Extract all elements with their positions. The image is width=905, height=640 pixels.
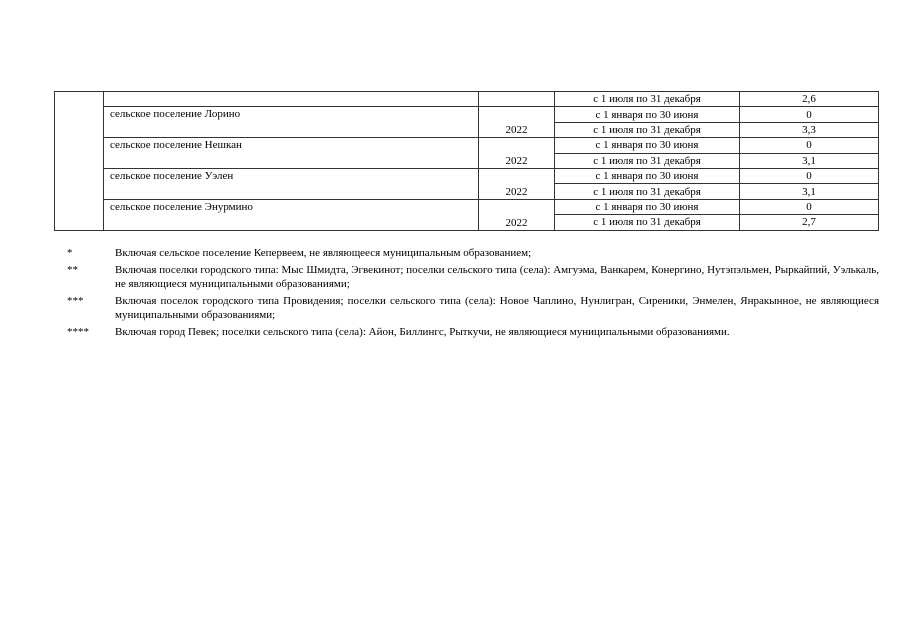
year-cell: 2022 (479, 199, 555, 230)
year-cell: 2022 (479, 138, 555, 169)
footnote (67, 246, 879, 260)
footnote (67, 325, 879, 339)
period-cell: с 1 января по 30 июня (555, 168, 740, 183)
tariff-table (54, 91, 879, 231)
value-cell: 2,6 (740, 92, 879, 107)
settlement-name-cell: сельское поселение Энурмино (104, 199, 479, 230)
district-cell (55, 92, 104, 231)
value-cell: 3,1 (740, 184, 879, 199)
year-cell-empty (479, 92, 555, 107)
table-row (55, 107, 879, 122)
period-cell: с 1 января по 30 июня (555, 199, 740, 214)
period-cell: с 1 января по 30 июня (555, 138, 740, 153)
period-cell: с 1 июля по 31 декабря (555, 215, 740, 230)
value-cell: 0 (740, 107, 879, 122)
footnote-mark: * (67, 247, 73, 259)
footnote-text: Включая сельское поселение Кепервеем, не являющееся муниципальным образованием; (115, 247, 532, 259)
settlement-name-cell: сельское поселение Уэлен (104, 168, 479, 199)
settlement-name-cell-empty (104, 92, 479, 107)
value-cell: 0 (740, 199, 879, 214)
table-row (55, 138, 879, 153)
footnote-mark: *** (67, 295, 84, 307)
year-cell: 2022 (479, 107, 555, 138)
value-cell: 0 (740, 138, 879, 153)
footnote-text: Включая город Певек; поселки сельского типа (села): Айон, Биллингс, Рыткучи, не являющиеся муниципальными образованиями. (115, 326, 730, 338)
table-row (55, 168, 879, 183)
footnotes (67, 246, 879, 342)
table-row (55, 92, 879, 107)
value-cell: 2,7 (740, 215, 879, 230)
period-cell: с 1 июля по 31 декабря (555, 153, 740, 168)
footnote-mark: ** (67, 264, 78, 276)
footnote (67, 294, 879, 322)
period-cell: с 1 июля по 31 декабря (555, 92, 740, 107)
year-cell: 2022 (479, 168, 555, 199)
settlement-name-cell: сельское поселение Лорино (104, 107, 479, 138)
footnote-mark: **** (67, 326, 89, 338)
period-cell: с 1 июля по 31 декабря (555, 184, 740, 199)
footnote (67, 263, 879, 291)
footnote-text: Включая поселки городского типа: Мыс Шмидта, Эгвекинот; поселки сельского типа (села): Амгуэма, Ванкарем, Конергино, Нутэпэльмен, Рыркайпий, Уэлькаль, не являющиеся муниципальными образованиями; (115, 264, 879, 290)
table-row (55, 199, 879, 214)
settlement-name-cell: сельское поселение Нешкан (104, 138, 479, 169)
period-cell: с 1 июля по 31 декабря (555, 122, 740, 137)
value-cell: 3,1 (740, 153, 879, 168)
footnote-text: Включая поселок городского типа Провидения; поселки сельского типа (села): Новое Чаплино, Нунлигран, Сиреники, Энмелен, Янракынное, не являющиеся муниципальными образованиями; (115, 295, 879, 321)
value-cell: 3,3 (740, 122, 879, 137)
period-cell: с 1 января по 30 июня (555, 107, 740, 122)
value-cell: 0 (740, 168, 879, 183)
